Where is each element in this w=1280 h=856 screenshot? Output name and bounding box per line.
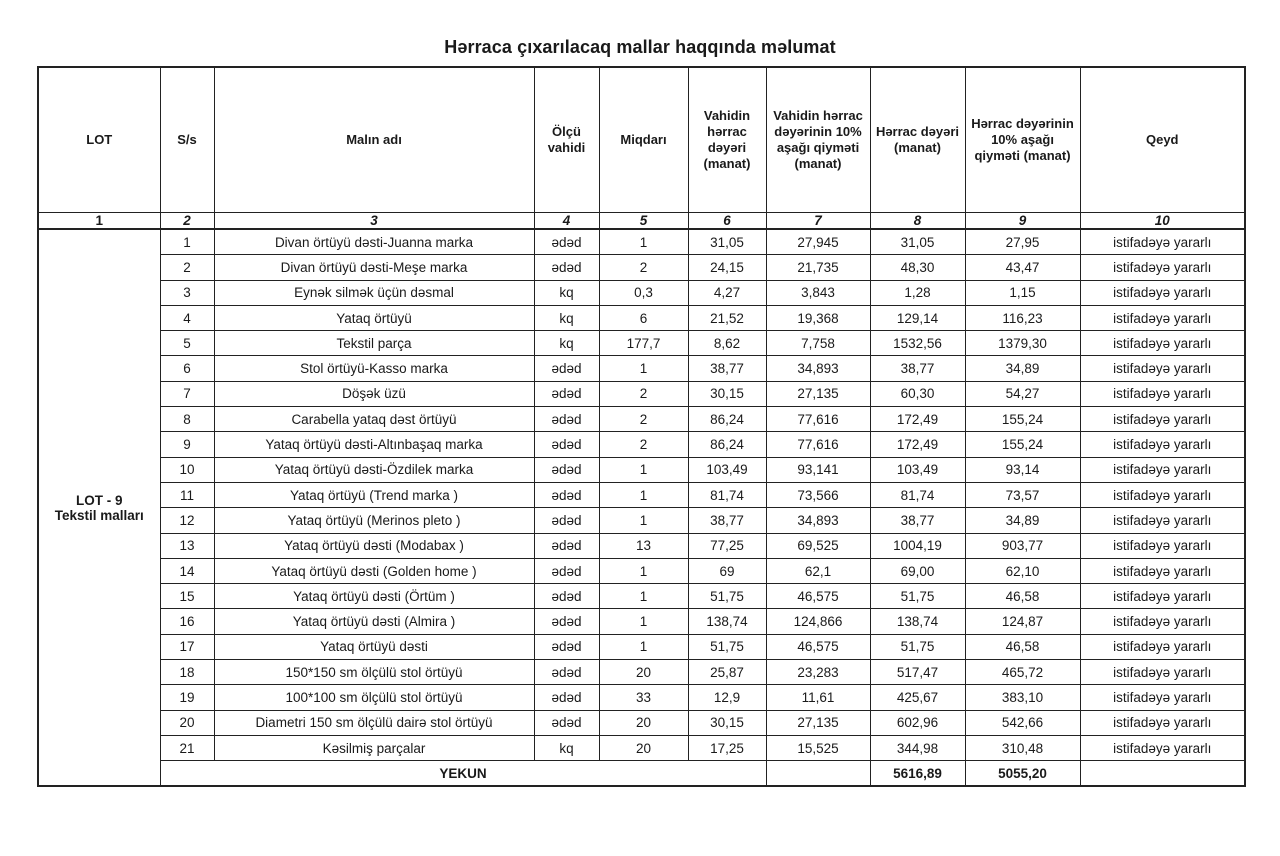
table-row xyxy=(38,407,1245,432)
serial-no-cell: 6 xyxy=(160,356,214,381)
item-name-cell: Yataq örtüyü dəsti xyxy=(214,634,534,659)
unit-value-10-lower-cell: 34,893 xyxy=(766,508,870,533)
serial-no-cell: 9 xyxy=(160,432,214,457)
table-row xyxy=(38,710,1245,735)
table-row xyxy=(38,533,1245,558)
serial-no-cell: 19 xyxy=(160,685,214,710)
auction-value-10-lower-cell: 46,58 xyxy=(965,584,1080,609)
serial-no-cell: 2 xyxy=(160,255,214,280)
lot-number: LOT - 9 xyxy=(76,492,123,508)
table-row xyxy=(38,280,1245,305)
column-number: 3 xyxy=(214,213,534,230)
table-row xyxy=(38,255,1245,280)
auction-value-10-lower-cell: 1,15 xyxy=(965,280,1080,305)
unit-auction-value-cell: 8,62 xyxy=(688,331,766,356)
serial-no-cell: 16 xyxy=(160,609,214,634)
table-row xyxy=(38,685,1245,710)
serial-no-cell: 7 xyxy=(160,381,214,406)
auction-value-10-lower-cell: 54,27 xyxy=(965,381,1080,406)
unit-value-10-lower-cell: 73,566 xyxy=(766,482,870,507)
item-name-cell: Kəsilmiş parçalar xyxy=(214,735,534,760)
auction-value-cell: 51,75 xyxy=(870,584,965,609)
unit-auction-value-cell: 138,74 xyxy=(688,609,766,634)
quantity-cell: 1 xyxy=(599,457,688,482)
serial-no-cell: 4 xyxy=(160,305,214,330)
unit-value-10-lower-cell: 3,843 xyxy=(766,280,870,305)
unit-value-10-lower-cell: 34,893 xyxy=(766,356,870,381)
header-note: Qeyd xyxy=(1080,67,1245,213)
note-cell: istifadəyə yararlı xyxy=(1080,634,1245,659)
unit-cell: ədəd xyxy=(534,381,599,406)
table-row xyxy=(38,457,1245,482)
quantity-cell: 13 xyxy=(599,533,688,558)
quantity-cell: 2 xyxy=(599,381,688,406)
item-name-cell: Yataq örtüyü dəsti (Golden home ) xyxy=(214,558,534,583)
quantity-cell: 20 xyxy=(599,710,688,735)
serial-no-cell: 10 xyxy=(160,457,214,482)
serial-no-cell: 14 xyxy=(160,558,214,583)
unit-auction-value-cell: 12,9 xyxy=(688,685,766,710)
auction-value-cell: 31,05 xyxy=(870,229,965,255)
unit-cell: ədəd xyxy=(534,660,599,685)
unit-cell: ədəd xyxy=(534,457,599,482)
quantity-cell: 2 xyxy=(599,255,688,280)
unit-auction-value-cell: 17,25 xyxy=(688,735,766,760)
unit-value-10-lower-cell: 27,135 xyxy=(766,381,870,406)
note-cell: istifadəyə yararlı xyxy=(1080,660,1245,685)
table-body xyxy=(38,229,1245,786)
unit-auction-value-cell: 24,15 xyxy=(688,255,766,280)
total-row xyxy=(38,761,1245,787)
header-row xyxy=(38,67,1245,213)
quantity-cell: 1 xyxy=(599,508,688,533)
auction-value-10-lower-cell: 542,66 xyxy=(965,710,1080,735)
header-unit-value-10-lower: Vahidin hərrac dəyərinin 10% aşağı qiyməti (manat) xyxy=(766,67,870,213)
auction-value-10-lower-cell: 383,10 xyxy=(965,685,1080,710)
auction-value-cell: 602,96 xyxy=(870,710,965,735)
total-label: YEKUN xyxy=(160,761,766,787)
item-name-cell: Yataq örtüyü xyxy=(214,305,534,330)
table-row xyxy=(38,584,1245,609)
quantity-cell: 2 xyxy=(599,407,688,432)
auction-value-cell: 38,77 xyxy=(870,508,965,533)
item-name-cell: Divan örtüyü dəsti-Meşe marka xyxy=(214,255,534,280)
auction-value-10-lower-cell: 1379,30 xyxy=(965,331,1080,356)
unit-cell: ədəd xyxy=(534,710,599,735)
note-cell: istifadəyə yararlı xyxy=(1080,584,1245,609)
note-cell: istifadəyə yararlı xyxy=(1080,482,1245,507)
note-cell: istifadəyə yararlı xyxy=(1080,381,1245,406)
lot-category: Tekstil malları xyxy=(54,507,144,523)
unit-cell: ədəd xyxy=(534,407,599,432)
header-unit-auction-value: Vahidin hərrac dəyəri (manat) xyxy=(688,67,766,213)
note-cell: istifadəyə yararlı xyxy=(1080,533,1245,558)
quantity-cell: 6 xyxy=(599,305,688,330)
unit-value-10-lower-cell: 23,283 xyxy=(766,660,870,685)
quantity-cell: 20 xyxy=(599,660,688,685)
unit-auction-value-cell: 30,15 xyxy=(688,710,766,735)
table-row xyxy=(38,356,1245,381)
quantity-cell: 177,7 xyxy=(599,331,688,356)
note-cell: istifadəyə yararlı xyxy=(1080,508,1245,533)
header-serial-no: S/s xyxy=(160,67,214,213)
column-number-row xyxy=(38,213,1245,230)
unit-value-10-lower-cell: 46,575 xyxy=(766,584,870,609)
quantity-cell: 1 xyxy=(599,356,688,381)
total-auction-value-10-lower: 5055,20 xyxy=(965,761,1080,787)
serial-no-cell: 18 xyxy=(160,660,214,685)
unit-value-10-lower-cell: 77,616 xyxy=(766,407,870,432)
note-cell: istifadəyə yararlı xyxy=(1080,255,1245,280)
unit-cell: ədəd xyxy=(534,584,599,609)
unit-value-10-lower-cell: 124,866 xyxy=(766,609,870,634)
note-cell: istifadəyə yararlı xyxy=(1080,229,1245,255)
header-auction-value-10-lower: Hərrac dəyərinin 10% aşağı qiyməti (manat) xyxy=(965,67,1080,213)
unit-value-10-lower-cell: 7,758 xyxy=(766,331,870,356)
auction-value-cell: 129,14 xyxy=(870,305,965,330)
note-cell: istifadəyə yararlı xyxy=(1080,356,1245,381)
table-row xyxy=(38,331,1245,356)
note-cell: istifadəyə yararlı xyxy=(1080,558,1245,583)
quantity-cell: 1 xyxy=(599,482,688,507)
unit-cell: ədəd xyxy=(534,533,599,558)
serial-no-cell: 8 xyxy=(160,407,214,432)
auction-value-cell: 172,49 xyxy=(870,407,965,432)
column-number: 1 xyxy=(38,213,160,230)
unit-value-10-lower-cell: 15,525 xyxy=(766,735,870,760)
auction-value-cell: 517,47 xyxy=(870,660,965,685)
unit-cell: ədəd xyxy=(534,609,599,634)
auction-value-cell: 138,74 xyxy=(870,609,965,634)
auction-value-cell: 60,30 xyxy=(870,381,965,406)
serial-no-cell: 11 xyxy=(160,482,214,507)
serial-no-cell: 20 xyxy=(160,710,214,735)
auction-value-cell: 344,98 xyxy=(870,735,965,760)
auction-value-cell: 425,67 xyxy=(870,685,965,710)
item-name-cell: 150*150 sm ölçülü stol örtüyü xyxy=(214,660,534,685)
total-empty-cell xyxy=(766,761,870,787)
auction-value-10-lower-cell: 62,10 xyxy=(965,558,1080,583)
auction-goods-table xyxy=(37,66,1246,787)
unit-cell: ədəd xyxy=(534,482,599,507)
unit-value-10-lower-cell: 69,525 xyxy=(766,533,870,558)
auction-value-10-lower-cell: 43,47 xyxy=(965,255,1080,280)
unit-cell: kq xyxy=(534,280,599,305)
unit-auction-value-cell: 25,87 xyxy=(688,660,766,685)
note-cell: istifadəyə yararlı xyxy=(1080,457,1245,482)
note-cell: istifadəyə yararlı xyxy=(1080,305,1245,330)
auction-value-10-lower-cell: 93,14 xyxy=(965,457,1080,482)
serial-no-cell: 21 xyxy=(160,735,214,760)
auction-value-cell: 81,74 xyxy=(870,482,965,507)
column-number: 7 xyxy=(766,213,870,230)
unit-cell: ədəd xyxy=(534,508,599,533)
unit-value-10-lower-cell: 93,141 xyxy=(766,457,870,482)
auction-value-10-lower-cell: 27,95 xyxy=(965,229,1080,255)
note-cell: istifadəyə yararlı xyxy=(1080,710,1245,735)
unit-cell: kq xyxy=(534,305,599,330)
auction-value-10-lower-cell: 124,87 xyxy=(965,609,1080,634)
quantity-cell: 33 xyxy=(599,685,688,710)
item-name-cell: Yataq örtüyü dəsti-Özdilek marka xyxy=(214,457,534,482)
auction-value-10-lower-cell: 155,24 xyxy=(965,432,1080,457)
auction-value-cell: 51,75 xyxy=(870,634,965,659)
serial-no-cell: 17 xyxy=(160,634,214,659)
unit-auction-value-cell: 38,77 xyxy=(688,508,766,533)
unit-value-10-lower-cell: 27,135 xyxy=(766,710,870,735)
note-cell: istifadəyə yararlı xyxy=(1080,609,1245,634)
unit-cell: ədəd xyxy=(534,432,599,457)
document-title: Hərraca çıxarılacaq mallar haqqında məlumat xyxy=(444,37,836,57)
auction-value-10-lower-cell: 34,89 xyxy=(965,508,1080,533)
serial-no-cell: 15 xyxy=(160,584,214,609)
auction-value-10-lower-cell: 465,72 xyxy=(965,660,1080,685)
auction-value-cell: 48,30 xyxy=(870,255,965,280)
unit-cell: ədəd xyxy=(534,685,599,710)
unit-auction-value-cell: 51,75 xyxy=(688,584,766,609)
unit-value-10-lower-cell: 21,735 xyxy=(766,255,870,280)
unit-auction-value-cell: 4,27 xyxy=(688,280,766,305)
column-number: 10 xyxy=(1080,213,1245,230)
auction-value-cell: 103,49 xyxy=(870,457,965,482)
item-name-cell: Yataq örtüyü dəsti (Örtüm ) xyxy=(214,584,534,609)
unit-auction-value-cell: 21,52 xyxy=(688,305,766,330)
item-name-cell: Döşək üzü xyxy=(214,381,534,406)
auction-value-10-lower-cell: 155,24 xyxy=(965,407,1080,432)
quantity-cell: 1 xyxy=(599,609,688,634)
note-cell: istifadəyə yararlı xyxy=(1080,407,1245,432)
item-name-cell: Tekstil parça xyxy=(214,331,534,356)
table-row xyxy=(38,229,1245,255)
unit-cell: kq xyxy=(534,735,599,760)
table-row xyxy=(38,381,1245,406)
note-cell: istifadəyə yararlı xyxy=(1080,685,1245,710)
item-name-cell: Yataq örtüyü (Merinos pleto ) xyxy=(214,508,534,533)
unit-value-10-lower-cell: 46,575 xyxy=(766,634,870,659)
item-name-cell: Yataq örtüyü dəsti (Almira ) xyxy=(214,609,534,634)
unit-cell: ədəd xyxy=(534,255,599,280)
unit-auction-value-cell: 86,24 xyxy=(688,407,766,432)
column-number: 9 xyxy=(965,213,1080,230)
unit-auction-value-cell: 103,49 xyxy=(688,457,766,482)
auction-value-cell: 172,49 xyxy=(870,432,965,457)
auction-value-10-lower-cell: 116,23 xyxy=(965,305,1080,330)
unit-cell: ədəd xyxy=(534,356,599,381)
item-name-cell: Yataq örtüyü (Trend marka ) xyxy=(214,482,534,507)
unit-cell: ədəd xyxy=(534,558,599,583)
table-row xyxy=(38,609,1245,634)
table-row xyxy=(38,634,1245,659)
header-quantity: Miqdarı xyxy=(599,67,688,213)
table-row xyxy=(38,305,1245,330)
quantity-cell: 2 xyxy=(599,432,688,457)
unit-cell: ədəd xyxy=(534,229,599,255)
auction-value-10-lower-cell: 310,48 xyxy=(965,735,1080,760)
unit-value-10-lower-cell: 27,945 xyxy=(766,229,870,255)
column-number: 5 xyxy=(599,213,688,230)
auction-value-cell: 69,00 xyxy=(870,558,965,583)
quantity-cell: 20 xyxy=(599,735,688,760)
quantity-cell: 1 xyxy=(599,584,688,609)
unit-value-10-lower-cell: 11,61 xyxy=(766,685,870,710)
unit-auction-value-cell: 38,77 xyxy=(688,356,766,381)
header-auction-value: Hərrac dəyəri (manat) xyxy=(870,67,965,213)
serial-no-cell: 13 xyxy=(160,533,214,558)
table-row xyxy=(38,558,1245,583)
total-auction-value: 5616,89 xyxy=(870,761,965,787)
auction-value-10-lower-cell: 903,77 xyxy=(965,533,1080,558)
item-name-cell: Diametri 150 sm ölçülü dairə stol örtüyü xyxy=(214,710,534,735)
column-number: 6 xyxy=(688,213,766,230)
item-name-cell: Carabella yataq dəst örtüyü xyxy=(214,407,534,432)
quantity-cell: 1 xyxy=(599,229,688,255)
auction-value-10-lower-cell: 34,89 xyxy=(965,356,1080,381)
unit-cell: kq xyxy=(534,331,599,356)
lot-cell xyxy=(38,229,160,786)
auction-value-cell: 1,28 xyxy=(870,280,965,305)
auction-value-cell: 38,77 xyxy=(870,356,965,381)
header-item-name: Malın adı xyxy=(214,67,534,213)
unit-value-10-lower-cell: 19,368 xyxy=(766,305,870,330)
auction-value-cell: 1532,56 xyxy=(870,331,965,356)
note-cell: istifadəyə yararlı xyxy=(1080,280,1245,305)
serial-no-cell: 12 xyxy=(160,508,214,533)
serial-no-cell: 1 xyxy=(160,229,214,255)
unit-auction-value-cell: 81,74 xyxy=(688,482,766,507)
column-number: 2 xyxy=(160,213,214,230)
note-cell: istifadəyə yararlı xyxy=(1080,735,1245,760)
serial-no-cell: 3 xyxy=(160,280,214,305)
unit-value-10-lower-cell: 77,616 xyxy=(766,432,870,457)
table-row xyxy=(38,508,1245,533)
item-name-cell: Yataq örtüyü dəsti-Altınbaşaq marka xyxy=(214,432,534,457)
item-name-cell: Eynək silmək üçün dəsmal xyxy=(214,280,534,305)
item-name-cell: 100*100 sm ölçülü stol örtüyü xyxy=(214,685,534,710)
quantity-cell: 1 xyxy=(599,634,688,659)
auction-value-cell: 1004,19 xyxy=(870,533,965,558)
item-name-cell: Yataq örtüyü dəsti (Modabax ) xyxy=(214,533,534,558)
header-lot: LOT xyxy=(38,67,160,213)
note-cell: istifadəyə yararlı xyxy=(1080,432,1245,457)
table-row xyxy=(38,482,1245,507)
unit-auction-value-cell: 51,75 xyxy=(688,634,766,659)
note-cell: istifadəyə yararlı xyxy=(1080,331,1245,356)
quantity-cell: 0,3 xyxy=(599,280,688,305)
unit-auction-value-cell: 77,25 xyxy=(688,533,766,558)
unit-auction-value-cell: 86,24 xyxy=(688,432,766,457)
table-row xyxy=(38,660,1245,685)
auction-value-10-lower-cell: 73,57 xyxy=(965,482,1080,507)
column-number: 4 xyxy=(534,213,599,230)
item-name-cell: Divan örtüyü dəsti-Juanna marka xyxy=(214,229,534,255)
table-row xyxy=(38,432,1245,457)
total-note-empty xyxy=(1080,761,1245,787)
serial-no-cell: 5 xyxy=(160,331,214,356)
header-unit: Ölçü vahidi xyxy=(534,67,599,213)
unit-auction-value-cell: 30,15 xyxy=(688,381,766,406)
table-row xyxy=(38,735,1245,760)
column-number: 8 xyxy=(870,213,965,230)
unit-auction-value-cell: 31,05 xyxy=(688,229,766,255)
unit-auction-value-cell: 69 xyxy=(688,558,766,583)
auction-value-10-lower-cell: 46,58 xyxy=(965,634,1080,659)
quantity-cell: 1 xyxy=(599,558,688,583)
unit-value-10-lower-cell: 62,1 xyxy=(766,558,870,583)
item-name-cell: Stol örtüyü-Kasso marka xyxy=(214,356,534,381)
unit-cell: ədəd xyxy=(534,634,599,659)
